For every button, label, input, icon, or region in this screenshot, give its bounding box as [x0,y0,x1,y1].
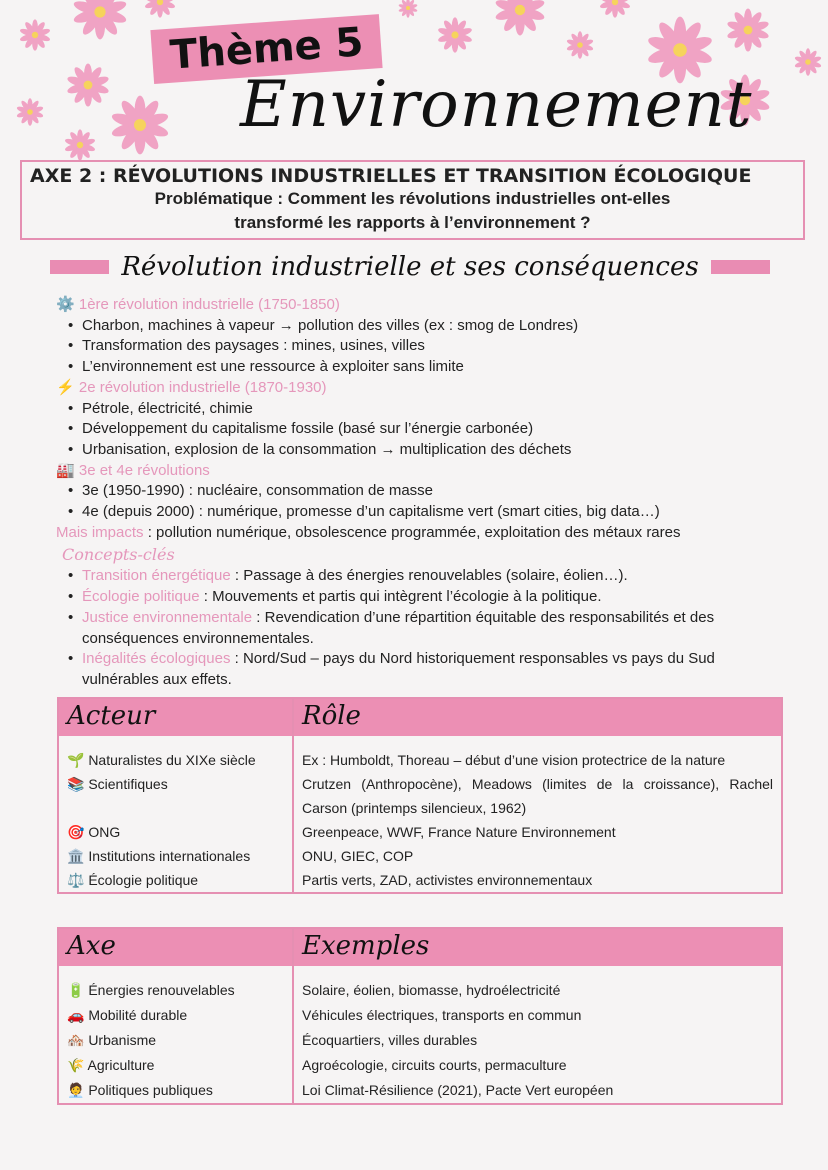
flower-icon [726,8,770,52]
revolution-heading [56,295,776,316]
table-cell: 🏛️ Institutions internationales [58,844,293,868]
flower-icon [566,31,594,59]
table-header-row [58,928,782,966]
table-cell: 🚗 Mobilité durable [58,1003,293,1028]
flower-icon [494,0,546,36]
axe-box [20,160,805,240]
axe-title: AXE 2 : RÉVOLUTIONS INDUSTRIELLES ET TRANSITION ÉCOLOGIQUE [30,165,752,187]
section-heading [50,252,770,282]
revolution-heading [56,461,776,482]
concept-definition: : Passage à des énergies renouvelables (solaire, éolien…). [230,567,628,585]
list-item: • Pétrole, électricité, chimie [56,399,776,420]
revolution-heading [56,378,776,399]
table-row [58,772,782,820]
table-header: Axe [58,928,293,966]
revolution-icon: ⚡ [56,378,75,396]
concept-definition: : Mouvements et partis qui intègrent l’écologie à la politique. [199,588,602,606]
table-cell: Écoquartiers, villes durables [302,1031,478,1048]
impacts [56,523,776,544]
revolution-title: 1ère révolution industrielle (1750-1850) [78,296,340,313]
spacer-row [58,736,782,748]
flower-icon [599,0,631,18]
revolution-icon: 🏭 [56,461,75,479]
divider [50,260,109,274]
concept-item [56,608,776,649]
table-cell: Agroécologie, circuits courts, permaculture [302,1056,567,1073]
table-cell: 🧑‍💼 Politiques publiques [58,1078,293,1103]
table-cell: Crutzen (Anthropocène), Meadows (limites de la croissance), Rachel Carson (printemps silencieux, 1962) [302,776,773,816]
list-item: • Charbon, machines à vapeur → pollution des villes (ex : smog de Londres) [56,316,776,337]
table-row [58,844,782,868]
flower-icon [110,95,170,155]
list-item: • 4e (depuis 2000) : numérique, promesse d’un capitalisme vert (smart cities, big data…) [56,502,776,523]
list-item: • Développement du capitalisme fossile (basé sur l’énergie carbonée) [56,419,776,440]
table-cell: 🔋 Énergies renouvelables [58,978,293,1003]
spacer-row [58,966,782,978]
concept-term: Transition énergétique [82,567,231,585]
table-cell: Ex : Humboldt, Thoreau – début d’une vision protectrice de la nature [302,752,726,768]
list-item: • 3e (1950-1990) : nucléaire, consommation de masse [56,481,776,502]
table-row [58,1078,782,1103]
table-cell: ONU, GIEC, COP [302,848,414,864]
table-row [58,1003,782,1028]
filler-row [58,1103,782,1104]
concepts-title: Concepts-clés [62,545,175,565]
list-item: • Urbanisation, explosion de la consommation → multiplication des déchets [56,440,776,461]
divider [711,260,770,274]
table-cell: 🌾 Agriculture [58,1053,293,1078]
list-item: • Transformation des paysages : mines, usines, villes [56,336,776,357]
actors-table [57,697,783,894]
filler-row [58,892,782,893]
table-row [58,748,782,772]
table-cell: Loi Climat-Résilience (2021), Pacte Vert européen [302,1081,614,1098]
revolution-title: 3e et 4e révolutions [78,461,210,479]
concept-term: Écologie politique [82,588,200,606]
flower-icon [64,129,96,161]
table-header: Acteur [58,698,293,736]
flower-icon [66,63,110,107]
concept-item [56,566,776,587]
problematique-line-2: transformé les rapports à l’environnement ? [234,213,591,232]
table-row [58,868,782,892]
table-row [58,978,782,1003]
axes-table [57,927,783,1105]
table-cell: 🌱 Naturalistes du XIXe siècle [58,748,293,772]
table-header: Rôle [293,698,782,736]
table-cell: 🎯 ONG [58,820,293,844]
page-title: Environnement [240,68,753,142]
flower-icon [19,19,51,51]
table-cell: 🏘️ Urbanisme [58,1028,293,1053]
theme-label: Thème 5 [150,14,383,84]
flower-icon [144,0,176,18]
concept-term: Justice environnementale [82,608,253,626]
table-header-row [58,698,782,736]
revolution-icon: ⚙️ [56,296,75,313]
table-cell: Partis verts, ZAD, activistes environnementaux [302,872,593,888]
table-header: Exemples [293,928,782,966]
concept-item [56,587,776,608]
flower-icon [794,48,822,76]
table-row [58,1053,782,1078]
revolution-title: 2e révolution industrielle (1870-1930) [78,378,327,396]
list-item: • L’environnement est une ressource à exploiter sans limite [56,357,776,378]
flower-icon [437,17,473,53]
concept-definition: : Revendication d’une répartition équitable des responsabilités et des conséquences environnementales. [82,608,715,647]
concept-item [56,649,776,690]
table-cell: ⚖️ Écologie politique [58,868,293,892]
table-cell: Greenpeace, WWF, France Nature Environnement [302,824,616,840]
table-cell: Véhicules électriques, transports en commun [302,1006,582,1023]
table-row [58,820,782,844]
flower-icon [16,98,44,126]
problematique-line-1: Problématique : Comment les révolutions industrielles ont-elles [154,189,671,208]
impacts-text: : pollution numérique, obsolescence programmée, exploitation des métaux rares [143,523,681,541]
section-title: Révolution industrielle et ses conséquences [121,252,699,282]
concept-term: Inégalités écologiques [82,650,231,668]
impacts-label: Mais impacts [56,523,144,541]
flower-icon [398,0,418,18]
flower-icon [72,0,128,40]
table-row [58,1028,782,1053]
table-cell: Solaire, éolien, biomasse, hydroélectricité [302,982,561,998]
table-cell: 📚 Scientifiques [58,772,293,820]
content [56,295,776,691]
concept-definition: : Nord/Sud – pays du Nord historiquement responsables vs pays du Sud vulnérables aux effets. [82,650,715,688]
